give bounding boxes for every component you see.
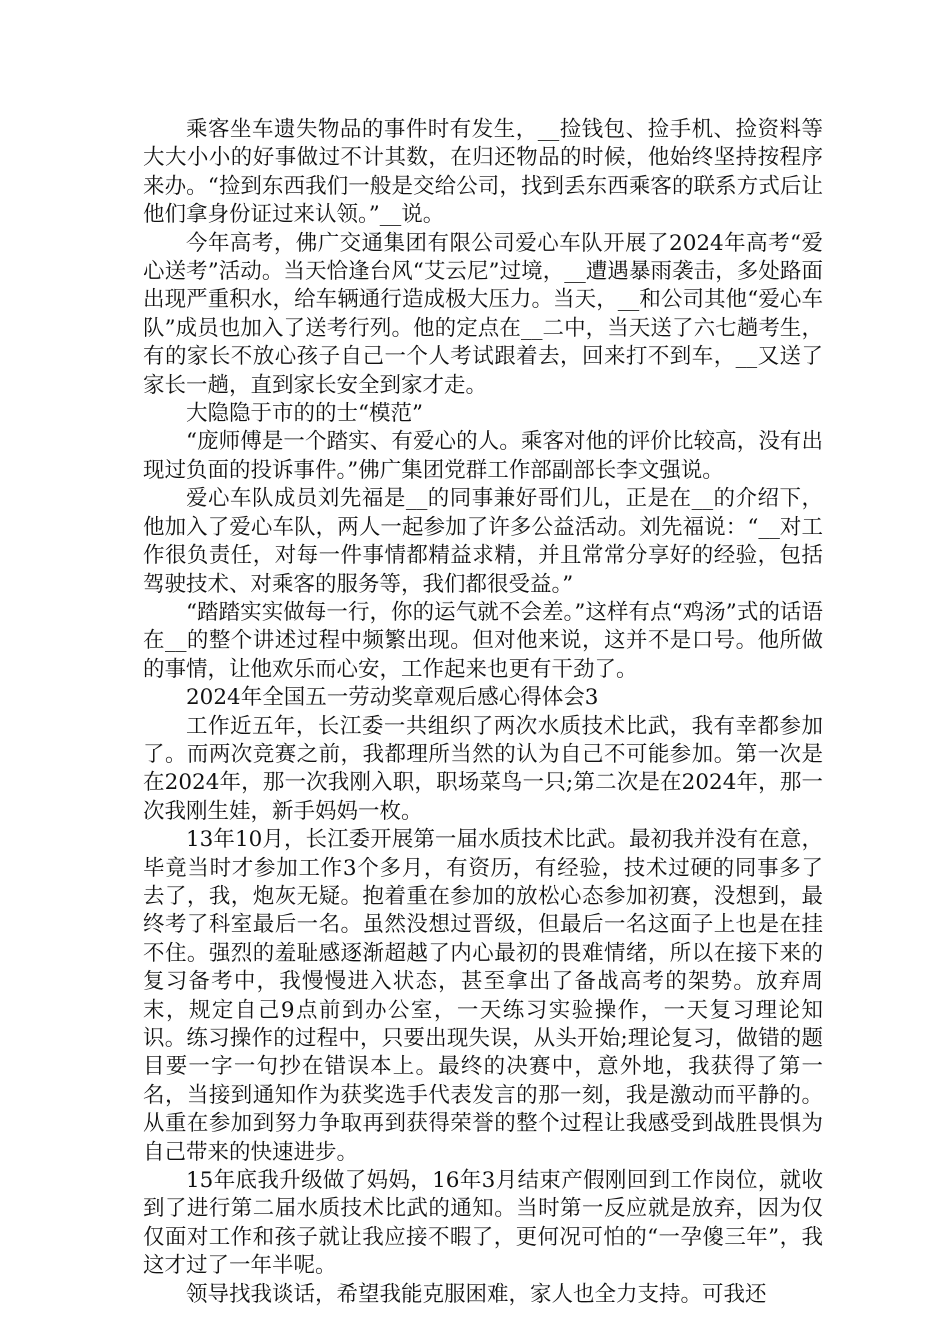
document-body: [143, 116, 823, 1309]
paragraph: 爱心车队成员刘先福是__的同事兼好哥们儿，正是在__的介绍下，他加入了爱心车队，两人一起参加了许多公益活动。刘先福说：“__对工作很负责任，对每一件事情都精益求精，并且常常分享好的经验，包括驾驶技术、对乘客的服务等，我们都很受益。”: [143, 486, 823, 597]
section-heading: 大隐隐于市的的士“模范”: [186, 401, 423, 427]
paragraph: 今年高考，佛广交通集团有限公司爱心车队开展了2024年高考“爱心送考”活动。当天恰逢台风“艾云尼”过境，__遭遇暴雨袭击，多处路面出现严重积水，给车辆通行造成极大压力。当天，__和公司其他“爱心车队”成员也加入了送考行列。他的定点在__二中，当天送了六七趟考生，有的家长不放心孩子自己一个人考试跟着去，回来打不到车，__又送了家长一趟，直到家长安全到家才走。: [143, 230, 823, 398]
paragraph: “踏踏实实做每一行，你的运气就不会差。”这样有点“鸡汤”式的话语在__的整个讲述过程中频繁出现。但对他来说，这并不是口号。他所做的事情，让他欢乐而心安，工作起来也更有干劲了。: [143, 599, 823, 682]
paragraph: 13年10月，长江委开展第一届水质技术比武。最初我并没有在意，毕竟当时才参加工作3个多月，有资历，有经验，技术过硬的同事多了去了，我，炮灰无疑。抱着重在参加的放松心态参加初赛，没想到，最终考了科室最后一名。虽然没想过晋级，但最后一名这面子上也是在挂不住。强烈的羞耻感逐渐超越了内心最初的畏难情绪，所以在接下来的复习备考中，我慢慢进入状态，甚至拿出了备战高考的架势。放弃周末，规定自己9点前到办公室，一天练习实验操作，一天复习理论知识。练习操作的过程中，只要出现失误，从头开始;理论复习，做错的题目要一字一句抄在错误本上。最终的决赛中，意外地，我获得了第一名，当接到通知作为获奖选手代表发言的那一刻，我是激动而平静的。从重在参加到努力争取再到获得荣誉的整个过程让我感受到战胜畏惧为自己带来的快速进步。: [143, 827, 823, 1165]
paragraph: “庞师傅是一个踏实、有爱心的人。乘客对他的评价比较高，没有出现过负面的投诉事件。”佛广集团党群工作部副部长李文强说。: [143, 429, 823, 483]
paragraph: 工作近五年，长江委一共组织了两次水质技术比武，我有幸都参加了。而两次竞赛之前，我都理所当然的认为自己不可能参加。第一次是在2024年，那一次我刚入职，职场菜鸟一只;第二次是在2024年，那一次我刚生娃，新手妈妈一枚。: [143, 713, 823, 824]
paragraph: 15年底我升级做了妈妈，16年3月结束产假刚回到工作岗位，就收到了进行第二届水质技术比武的通知。当时第一反应就是放弃，因为仅仅面对工作和孩子就让我应接不暇了，更何况可怕的“一孕傻三年”，我这才过了一年半呢。: [143, 1168, 823, 1279]
paragraph: 领导找我谈话，希望我能克服困难，家人也全力支持。可我还: [186, 1281, 767, 1307]
section-title: 2024年全国五一劳动奖章观后感心得体会3: [186, 685, 599, 711]
paragraph: 乘客坐车遗失物品的事件时有发生，__捡钱包、捡手机、捡资料等大大小小的好事做过不计其数，在归还物品的时候，他始终坚持按程序来办。“捡到东西我们一般是交给公司，找到丢东西乘客的联系方式后让他们拿身份证过来认领。”__说。: [143, 117, 823, 228]
